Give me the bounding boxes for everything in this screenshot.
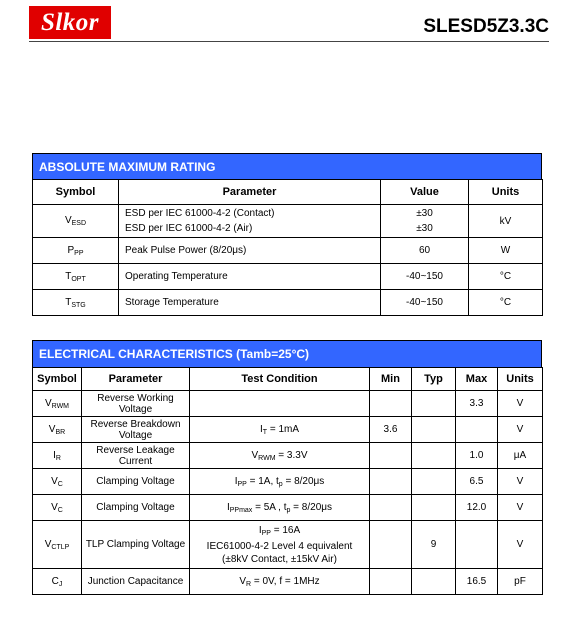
company-logo: Slkor [29,6,111,39]
parameter-cell: Operating Temperature [119,264,381,290]
table-row [33,205,543,238]
symbol-cell: $C_J$ [33,569,82,595]
condition-cell: $I_{PPmax} = 5A$ , $t_p = 8/20\mu s$ [190,495,370,521]
table-row [33,264,543,290]
symbol-cell: $P_{PP}$ [33,238,119,264]
col-header: Units [498,368,543,391]
condition-cell: $V_{RWM} = 3.3V$ [190,443,370,469]
max-cell [456,417,498,443]
symbol-cell: $V_C$ [33,495,82,521]
symbol-cell: $I_R$ [33,443,82,469]
parameter-cell: Peak Pulse Power (8/20μs) [119,238,381,264]
table-row [33,238,543,264]
table-row [33,391,543,417]
col-header: Parameter [119,180,381,205]
parameter-cell: Reverse Working Voltage [82,391,190,417]
value-cell: ±30 ±30 [381,205,469,238]
unit-cell: kV [469,205,543,238]
min-cell [370,495,412,521]
unit-cell: V [498,469,543,495]
max-cell: 12.0 [456,495,498,521]
typ-cell: 9 [412,521,456,569]
min-cell [370,569,412,595]
col-header: Max [456,368,498,391]
value-cell: 60 [381,238,469,264]
typ-cell [412,569,456,595]
absolute-max-title: ABSOLUTE MAXIMUM RATING [32,153,542,179]
condition-cell [190,391,370,417]
unit-cell: V [498,417,543,443]
col-header: Units [469,180,543,205]
unit-cell: pF [498,569,543,595]
absolute-max-panel [32,153,542,316]
max-cell: 1.0 [456,443,498,469]
typ-cell [412,443,456,469]
parameter-cell: Clamping Voltage [82,495,190,521]
unit-cell: V [498,495,543,521]
electrical-panel [32,340,542,595]
value-cell: -40~150 [381,290,469,316]
symbol-cell: $T_{STG}$ [33,290,119,316]
max-cell: 16.5 [456,569,498,595]
table-row [33,521,543,569]
parameter-cell: TLP Clamping Voltage [82,521,190,569]
col-header: Symbol [33,180,119,205]
unit-cell: V [498,521,543,569]
min-cell [370,521,412,569]
condition-cell: $I_T = 1mA$ [190,417,370,443]
symbol-cell: $V_{RWM}$ [33,391,82,417]
table-row [33,443,543,469]
unit-cell: W [469,238,543,264]
unit-cell: μA [498,443,543,469]
condition-cell: $V_R = 0V$, f = 1MHz [190,569,370,595]
min-cell [370,469,412,495]
min-cell [370,391,412,417]
col-header: Min [370,368,412,391]
electrical-table [32,367,543,595]
parameter-cell: Clamping Voltage [82,469,190,495]
part-number: SLESD5Z3.3C [423,16,549,37]
table-row [33,469,543,495]
parameter-cell: Reverse Breakdown Voltage [82,417,190,443]
parameter-cell: Reverse Leakage Current [82,443,190,469]
max-cell [456,521,498,569]
typ-cell [412,469,456,495]
electrical-title: ELECTRICAL CHARACTERISTICS (Tamb=25°C) [32,340,542,367]
symbol-cell: $V_C$ [33,469,82,495]
table-row [33,569,543,595]
max-cell: 6.5 [456,469,498,495]
table-row [33,417,543,443]
unit-cell: °C [469,290,543,316]
parameter-cell: ESD per IEC 61000-4-2 (Contact) ESD per IEC 61000-4-2 (Air) [119,205,381,238]
symbol-cell: $T_{OPT}$ [33,264,119,290]
min-cell: 3.6 [370,417,412,443]
table-row [33,290,543,316]
col-header: Test Condition [190,368,370,391]
table-header-row [33,180,543,205]
condition-cell: $I_{PP} = 16A$ IEC61000-4-2 Level 4 equivalent (±8kV Contact, ±15kV Air) [190,521,370,569]
col-header: Typ [412,368,456,391]
condition-cell: $I_{PP} = 1A$, $t_p = 8/20\mu s$ [190,469,370,495]
col-header: Value [381,180,469,205]
unit-cell: V [498,391,543,417]
col-header: Symbol [33,368,82,391]
value-cell: -40~150 [381,264,469,290]
symbol-cell: $V_{CTLP}$ [33,521,82,569]
max-cell: 3.3 [456,391,498,417]
parameter-cell: Storage Temperature [119,290,381,316]
symbol-cell: $V_{BR}$ [33,417,82,443]
unit-cell: °C [469,264,543,290]
typ-cell [412,417,456,443]
min-cell [370,443,412,469]
table-row [33,495,543,521]
symbol-cell: $V_{ESD}$ [33,205,119,238]
col-header: Parameter [82,368,190,391]
table-header-row [33,368,543,391]
header-divider [29,41,549,42]
absolute-max-table [32,179,543,316]
typ-cell [412,391,456,417]
typ-cell [412,495,456,521]
parameter-cell: Junction Capacitance [82,569,190,595]
